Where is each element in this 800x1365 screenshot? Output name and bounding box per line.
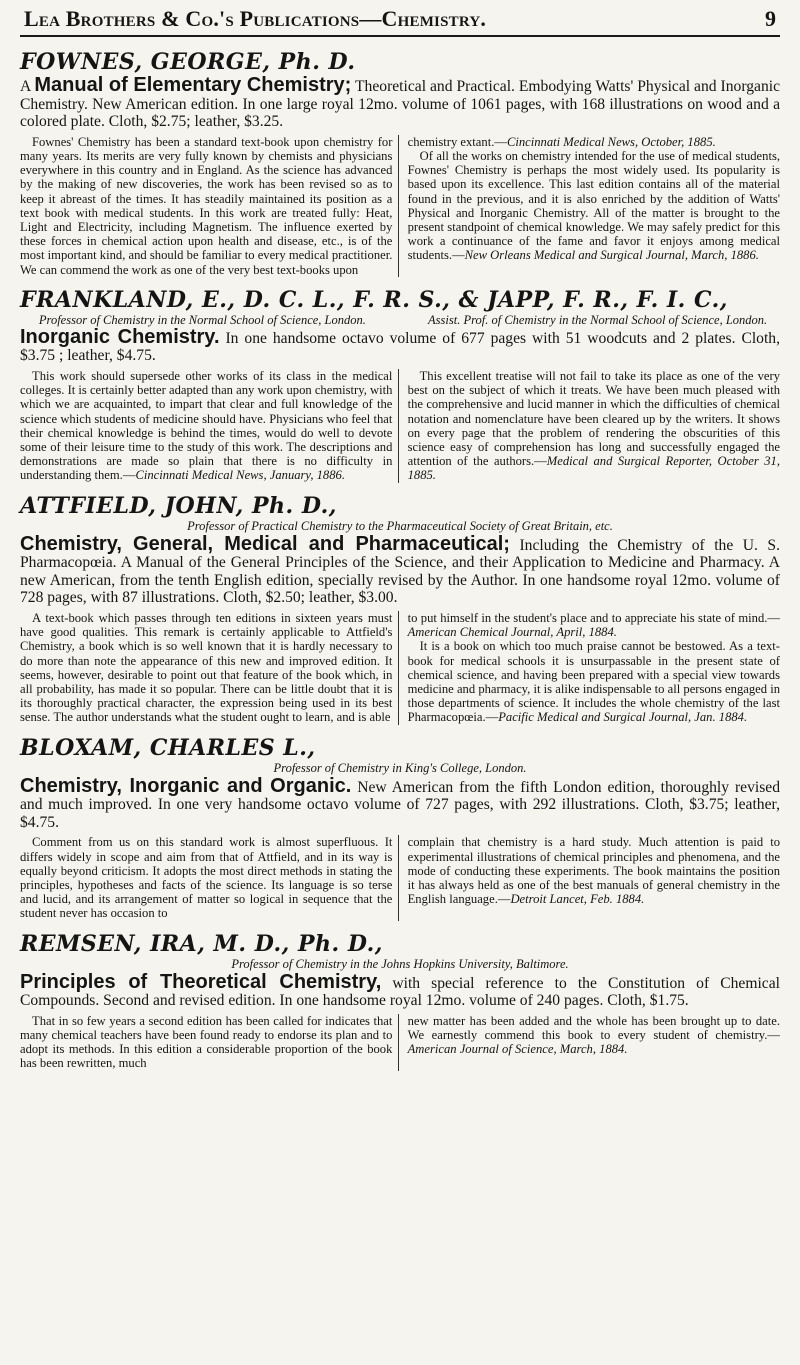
review-paragraph: This work should supersede other works of its class in the medical colleges. It is certainly better adapted than any work upon chemistry, with which we are acquainted, to impart that clear and full knowledge of the science which students of medicine should have. Physicians who feel that their chemical knowledge is behind the times, would do well to devote some of their leisure time to the study of this work. The descriptions and demonstrations are made so plain that there is no difficulty in understanding them.—Cincinnati Medical News, January, 1886. bbox=[20, 369, 393, 483]
review-paragraph: That in so few years a second edition has been called for indicates that many chemical teachers have been found ready to endorse its plan and to adopt its methods. In this edition a considerable proportion of the book has been rewritten, much bbox=[20, 1013, 393, 1071]
review-columns bbox=[20, 611, 780, 725]
review-paragraph: complain that chemistry is a hard study. Much attention is paid to experimental illustrations of chemical principles and phenomena, and the mode of conducting these experiments. The book maintains the position it has always held as one of the best manuals of general chemistry in the English language.—Detroit Lancet, Feb. 1884. bbox=[407, 835, 780, 907]
running-header bbox=[20, 4, 780, 37]
description-text: Theoretical and Practical. Embodying Watts' Physical and Inorganic Chemistry. New American edition. In one large royal 12mo. volume of 1061 pages, with 168 illustrations on wood and a colored plate. Cloth, $2.75; leather, $3.25. bbox=[20, 78, 780, 131]
author-affiliation: Professor of Chemistry in the Johns Hopkins University, Baltimore. bbox=[231, 956, 569, 971]
review-columns bbox=[20, 1014, 780, 1071]
book-description bbox=[20, 774, 780, 832]
review-paragraph: new matter has been added and the whole has been brought up to date. We earnestly commend this book to every student of chemistry.—American Journal of Science, March, 1884. bbox=[407, 1013, 780, 1057]
review-paragraph: Of all the works on chemistry intended for the use of medical students, Fownes' Chemistry is perhaps the most widely used. Its popularity is based upon its excellence. This last edition contains all of the material found in the previous, and it is also enriched by the addition of Watts' Physical and Inorganic Chemistry. All of the matter is brought to the present standpoint of chemical knowledge. We may safely predict for this work a continuance of the fame and favor it enjoys among medical students.—New Orleans Medical and Surgical Journal, March, 1886. bbox=[407, 148, 780, 263]
review-paragraph: This excellent treatise will not fail to take its place as one of the very best on the subject of which it treats. We have been much pleased with the comprehensive and lucid manner in which the difficulties of chemical notation and nomenclature have been cleared up by the writers. It shows on every page that the problem of rendering the obscurities of this science easy of comprehension has long and successfully engaged the attention of the authors.—Medical and Surgical Reporter, October 31, 1885. bbox=[407, 369, 780, 483]
review-column-left bbox=[20, 611, 399, 725]
author-name: FOWNES, GEORGE, Ph. D. bbox=[20, 49, 356, 75]
catalog-page bbox=[20, 0, 780, 1071]
description-text: with special reference to the Constitution of Chemical Compounds. Second and revised edition. In one handsome royal 12mo. volume of 240 pages. Cloth, $1.75. bbox=[20, 974, 780, 1010]
book-title: Chemistry, Inorganic and Organic. bbox=[20, 774, 352, 797]
review-columns bbox=[20, 835, 780, 920]
book-title: Chemistry, General, Medical and Pharmaceutical; bbox=[20, 532, 510, 555]
book-description bbox=[20, 74, 780, 131]
header-title: Lea Brothers & Co.'s Publications—Chemistry. bbox=[24, 6, 487, 31]
catalog-entry-fownes bbox=[20, 49, 780, 277]
page-number: 9 bbox=[765, 6, 776, 31]
description-text: New American from the fifth London edition, thoroughly revised and much improved. In one very handsome octavo volume of 727 pages, with 292 illustrations. Cloth, $3.75; leather, $4.75. bbox=[20, 778, 780, 831]
book-description bbox=[20, 532, 780, 607]
review-paragraph: chemistry extant.—Cincinnati Medical News, October, 1885. bbox=[407, 134, 716, 149]
review-column-left bbox=[20, 835, 399, 920]
review-columns bbox=[20, 369, 780, 483]
review-column-right bbox=[402, 1014, 780, 1071]
description-text: In one handsome octavo volume of 677 pages with 51 woodcuts and 2 plates. Cloth, $3.75 ; leather, $4.75. bbox=[20, 329, 780, 365]
catalog-entry-attfield bbox=[20, 493, 780, 725]
author-affiliations bbox=[20, 313, 780, 327]
author-name: FRANKLAND, E., D. C. L., F. R. S., & JAPP, F. R., F. I. C., bbox=[20, 286, 728, 313]
catalog-entry-remsen bbox=[20, 931, 780, 1071]
author-affiliation: Professor of Chemistry in King's College, London. bbox=[273, 760, 527, 775]
review-paragraph: A text-book which passes through ten editions in sixteen years must have good qualities. This remark is certainly applicable to Attfield's Chemistry, a book which is so well known that it is hardly necessary to do more than note the appearance of this new and improved edition. It seems, however, desirable to point out that feature of the book which, in all probability, has made it so popular. There can be little doubt that it is its thoroughly practical character, the expression being used in its best sense. The author understands what the student ought to learn, and is able bbox=[20, 611, 393, 725]
author-name: BLOXAM, CHARLES L., bbox=[20, 734, 316, 761]
affiliation-left: Professor of Chemistry in the Normal School of Science, London. bbox=[38, 312, 366, 327]
review-paragraph: Comment from us on this standard work is almost superfluous. It differs widely in scope and aim from that of Attfield, and in its way is equally beyond criticism. It adopts the most direct methods in stating the principles, hypotheses and facts of the science. Its language is so terse and lucid, and its arrangement of matter so logical in sequence that the student never has occasion to bbox=[20, 835, 393, 921]
review-paragraph: It is a book on which too much praise cannot be bestowed. As a text-book for medical schools it is unsurpassable in the present state of chemical science, and having been prepared with a special view towards medicine and pharmacy, it is alike indispensable to all persons engaged in those departments of science. It includes the whole chemistry of the last Pharmacopœia.—Pacific Medical and Surgical Journal, Jan. 1884. bbox=[407, 639, 780, 725]
review-column-right bbox=[402, 611, 780, 725]
author-name: REMSEN, IRA, M. D., Ph. D., bbox=[20, 930, 383, 957]
catalog-entry-bloxam bbox=[20, 735, 780, 921]
review-column-right bbox=[402, 135, 780, 277]
description-lead: A bbox=[20, 78, 35, 95]
book-title: Manual of Elementary Chemistry; bbox=[34, 74, 352, 96]
review-paragraph: Fownes' Chemistry has been a standard text-book upon chemistry for many years. Its merits are very fully known by chemists and physicians everywhere in this country and in England. As the science has advanced by the making of new discoveries, the work has been revised so as to keep it abreast of the times. It has steadily maintained its position as a text book with medical students. In this work are treated fully: Heat, Light and Electricity, including Magnetism. The influence exerted by these forces in chemical action upon health and disease, etc., is of the most important kind, and should be familiar to every medical practitioner. We can commend the work as one of the very best text-books upon bbox=[20, 134, 393, 277]
book-description bbox=[20, 970, 780, 1010]
author-name: ATTFIELD, JOHN, Ph. D., bbox=[20, 492, 337, 519]
review-columns bbox=[20, 135, 780, 277]
review-column-left bbox=[20, 1014, 399, 1071]
book-title: Principles of Theoretical Chemistry, bbox=[20, 970, 382, 993]
catalog-entry-frankland bbox=[20, 287, 780, 483]
author-affiliation: Professor of Practical Chemistry to the Pharmaceutical Society of Great Britain, etc. bbox=[187, 518, 613, 533]
review-column-left bbox=[20, 135, 399, 277]
description-text: Including the Chemistry of the U. S. Pharmacopœia. A Manual of the General Principles of the Science, and their Application to Medicine and Pharmacy. A new American, from the tenth English edition, specially revised by the Author. In one handsome royal 12mo. volume of 728 pages, with 87 illustrations. Cloth, $2.50; leather, $3.00. bbox=[20, 536, 780, 607]
review-paragraph: to put himself in the student's place and to appreciate his state of mind.—American Chemical Journal, April, 1884. bbox=[407, 611, 780, 640]
review-column-right bbox=[402, 369, 780, 483]
affiliation-right: Assist. Prof. of Chemistry in the Normal School of Science, London. bbox=[428, 312, 768, 327]
review-column-right bbox=[402, 835, 780, 920]
book-description bbox=[20, 325, 780, 365]
review-column-left bbox=[20, 369, 399, 483]
book-title: Inorganic Chemistry. bbox=[20, 325, 220, 348]
